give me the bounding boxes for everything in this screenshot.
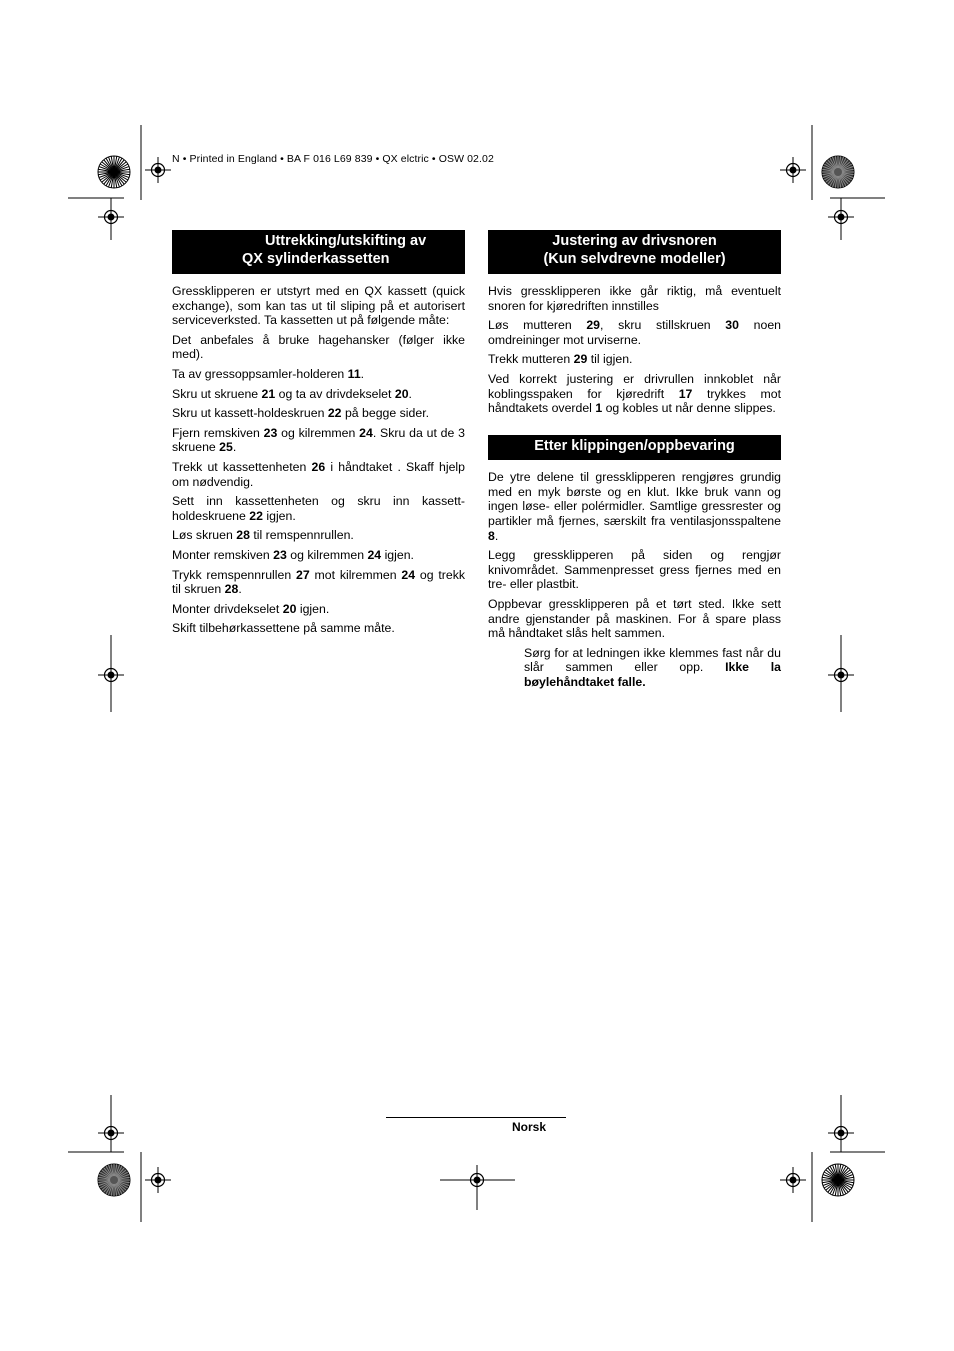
paragraph <box>172 621 465 636</box>
text-run: Ved korrekt justering er drivrullen innkoblet når koblingsspaken for kjøredrift <box>488 371 781 401</box>
heading-line: Uttrekking/utskifting av <box>265 233 427 249</box>
text-run: Løs mutteren <box>488 318 587 333</box>
reference-number: 26 <box>311 459 326 474</box>
text-run: Monter drivdekselet <box>172 601 283 616</box>
text-run: Monter remskiven <box>172 547 274 562</box>
starburst-center <box>110 1176 118 1184</box>
text-run: Sørg for at ledningen ikke klemmes fast når du slår sammen eller opp. <box>524 645 781 675</box>
reference-number: 30 <box>725 318 739 333</box>
text-run: og ta av drivdekselet <box>275 386 395 401</box>
heading-line: Justering av drivsnoren <box>552 233 717 249</box>
text-run: , skru stillskruen <box>600 318 726 333</box>
reference-number: 24 <box>367 547 382 562</box>
text-run: og kilremmen <box>286 547 368 562</box>
paragraph <box>172 387 465 402</box>
text-run: noen omdreininger mot urviserne. <box>488 318 781 347</box>
paragraph <box>172 333 465 362</box>
reference-number: 17 <box>678 386 693 401</box>
storage-body-text <box>488 470 781 641</box>
heading-line: (Kun selvdrevne modeller) <box>543 250 726 267</box>
reference-number: 21 <box>261 386 276 401</box>
text-run: Legg gressklipperen på siden og rengjør knivområdet. Sammenpresset gress fjernes med en tre- eller plastbit. <box>488 548 781 592</box>
text-run: Oppbevar gressklipperen på et tørt sted. Ikke sett andre gjenstander på maskinen. For å spare plass må håndtaket slås helt sammen. <box>488 597 781 641</box>
paragraph <box>172 548 465 563</box>
text-run: til remspennrullen. <box>249 528 354 543</box>
text-run: Skift tilbehørkassettene på samme måte. <box>172 621 395 636</box>
text-run: . <box>494 528 499 543</box>
text-run: Gressklipperen er utstyrt med en QX kassett (quick exchange), som kan tas ut til sliping på et autorisert serviceverksted. Ta kassetten ut på følgende måte: <box>172 284 465 328</box>
paragraph <box>172 426 465 455</box>
text-run: trykkes mot håndtakets overdel <box>488 386 781 416</box>
paragraph <box>172 602 465 617</box>
reference-number: 22 <box>249 508 263 523</box>
starburst-center <box>834 1176 842 1184</box>
left-body-text <box>172 284 465 636</box>
text-run: Hvis gressklipperen ikke går riktig, må eventuelt snoren for kjøredriften innstilles <box>488 284 781 313</box>
reference-number: 24 <box>401 567 416 582</box>
reference-number: 27 <box>296 567 310 582</box>
text-run: Trekk mutteren <box>488 352 574 367</box>
paragraph <box>488 352 781 367</box>
text-run: igjen. <box>296 601 330 616</box>
reference-number: 1 <box>595 401 603 416</box>
text-run: mot kilremmen <box>309 567 402 582</box>
paragraph <box>172 284 465 328</box>
left-column <box>172 230 465 641</box>
text-run: igjen. <box>262 508 296 523</box>
reference-number: 25 <box>219 440 233 455</box>
text-run: . <box>238 582 242 597</box>
drive-cord-body-text <box>488 284 781 416</box>
section-heading-storage <box>488 435 781 461</box>
reference-number: 23 <box>273 547 287 562</box>
reference-number: Ikke la bøylehåndtaket falle. <box>524 660 781 689</box>
footer-rule <box>386 1117 566 1118</box>
reference-number: 24 <box>359 425 373 440</box>
paragraph <box>172 460 465 489</box>
paragraph <box>488 372 781 416</box>
reference-number: 28 <box>236 528 250 543</box>
reference-number: 8 <box>488 528 495 543</box>
text-run: Skru ut kassett-holdeskruen <box>172 406 328 421</box>
paragraph <box>172 568 465 597</box>
text-run: Sett inn kassettenheten og skru inn kassett-holdeskruene <box>172 494 465 523</box>
text-run: igjen. <box>381 547 414 562</box>
heading-line: Etter klippingen/oppbevaring <box>534 437 735 454</box>
starburst-center <box>110 168 118 176</box>
reference-number: 11 <box>347 366 361 381</box>
paragraph <box>172 528 465 543</box>
text-run: Ta av gressoppsamler-holderen <box>172 366 348 381</box>
starburst-center <box>834 168 842 176</box>
footer-language-label: Norsk <box>511 1120 546 1134</box>
print-info-line: N • Printed in England • BA F 016 L69 839 • QX elctric • OSW 02.02 <box>172 153 494 165</box>
text-run: Løs skruen <box>172 528 237 543</box>
section-heading-qx-cassette <box>172 230 465 274</box>
text-run: på begge sider. <box>341 406 430 421</box>
paragraph <box>488 597 781 641</box>
text-run: Trykk remspennrullen <box>172 567 296 582</box>
reference-number: 23 <box>263 425 278 440</box>
reference-number: 29 <box>573 352 588 367</box>
text-run: . <box>360 366 365 381</box>
paragraph <box>172 494 465 523</box>
text-run: . <box>232 440 237 455</box>
text-run: . <box>408 386 412 401</box>
right-column <box>488 230 781 690</box>
reference-number: 28 <box>224 582 239 597</box>
reference-number: 20 <box>282 601 297 616</box>
text-run: Fjern remskiven <box>172 425 264 440</box>
heading-line: QX sylinderkassetten <box>242 250 390 267</box>
cord-warning-note <box>524 646 781 690</box>
text-run: og kilremmen <box>277 425 360 440</box>
section-heading-drive-cord <box>488 230 781 274</box>
text-run: De ytre delene til gressklipperen rengjøres grundig med en myk børste og en klut. Ikke bruk vann og ingen løse- eller polérmidler. Samtlige gressrester og partikler må fjernes, særskilt fra ventilasjonsspaltene <box>488 470 781 529</box>
text-run: . Skru da ut de 3 skruene <box>172 425 465 455</box>
paragraph <box>488 318 781 347</box>
text-run: og kobles ut når denne slippes. <box>602 401 776 416</box>
paragraph <box>488 470 781 543</box>
text-run: i håndtaket . Skaff hjelp om nødvendig. <box>172 459 465 489</box>
reference-number: 20 <box>394 386 409 401</box>
paragraph <box>172 367 465 382</box>
reference-number: 29 <box>586 318 601 333</box>
text-run: til igjen. <box>587 352 633 367</box>
text-run: Skru ut skruene <box>172 386 262 401</box>
text-run: Trekk ut kassettenheten <box>172 459 312 474</box>
paragraph <box>172 406 465 421</box>
text-run: og trekk til skruen <box>172 567 466 597</box>
text-run: Det anbefales å bruke hagehansker (følger ikke med). <box>172 332 465 362</box>
reference-number: 22 <box>327 406 342 421</box>
paragraph <box>488 548 781 592</box>
paragraph <box>488 284 781 313</box>
